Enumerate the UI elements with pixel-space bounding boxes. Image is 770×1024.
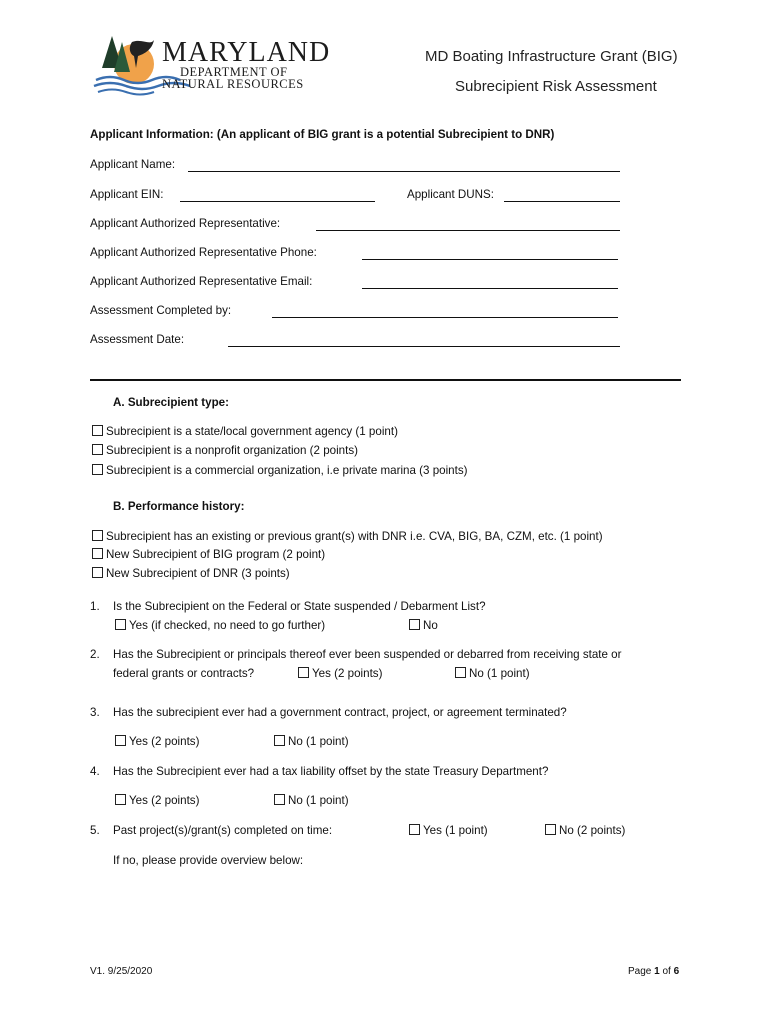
yes-option[interactable]: Yes (1 point) (409, 824, 488, 837)
document-subtitle: Subrecipient Risk Assessment (455, 78, 657, 95)
section-a-option[interactable]: Subrecipient is a state/local government agency (1 point) (92, 425, 398, 438)
applicant-name-label: Applicant Name: (90, 158, 176, 171)
question-text: Has the Subrecipient ever had a tax liability offset by the state Treasury Department? (113, 765, 549, 778)
question-text-cont: federal grants or contracts? (113, 667, 255, 680)
checkbox[interactable] (409, 824, 420, 835)
checkbox[interactable] (274, 794, 285, 805)
applicant-ein-field[interactable] (180, 201, 375, 202)
document-title: MD Boating Infrastructure Grant (BIG) (425, 48, 678, 65)
section-b-option[interactable]: New Subrecipient of BIG program (2 point) (92, 548, 325, 561)
section-a-option[interactable]: Subrecipient is a nonprofit organization (2 points) (92, 444, 358, 457)
logo-title: MARYLAND (162, 37, 331, 68)
checkbox[interactable] (115, 735, 126, 746)
page-number: Page 1 of 6 (628, 966, 680, 977)
no-option[interactable]: No (1 point) (274, 735, 349, 748)
no-option[interactable]: No (1 point) (455, 667, 530, 680)
checkbox[interactable] (115, 619, 126, 630)
checkbox[interactable] (92, 567, 103, 578)
section-divider (90, 379, 681, 381)
section-b-option[interactable]: Subrecipient has an existing or previous grant(s) with DNR i.e. CVA, BIG, BA, CZM, etc. (1 point) (92, 530, 603, 543)
followup-prompt: If no, please provide overview below: (113, 854, 304, 867)
checkbox[interactable] (298, 667, 309, 678)
yes-option[interactable]: Yes (2 points) (298, 667, 382, 680)
assessment-date-field[interactable] (228, 346, 620, 347)
checkbox[interactable] (92, 530, 103, 541)
applicant-ein-label: Applicant EIN: (90, 188, 164, 201)
section-a-heading: A. Subrecipient type: (113, 396, 229, 409)
applicant-duns-label: Applicant DUNS: (407, 188, 494, 201)
applicant-duns-field[interactable] (504, 201, 620, 202)
version-label: V1. 9/25/2020 (90, 966, 153, 977)
assessment-date-label: Assessment Date: (90, 333, 185, 346)
question-text: Has the Subrecipient or principals thereof ever been suspended or debarred from receiving state or (113, 648, 622, 661)
yes-option[interactable]: Yes (2 points) (115, 794, 199, 807)
checkbox[interactable] (545, 824, 556, 835)
completed-by-field[interactable] (272, 317, 618, 318)
question-text: Is the Subrecipient on the Federal or State suspended / Debarment List? (113, 600, 486, 613)
question-text: Past project(s)/grant(s) completed on time: (113, 824, 333, 837)
section-b-heading: B. Performance history: (113, 500, 245, 513)
checkbox[interactable] (115, 794, 126, 805)
checkbox[interactable] (409, 619, 420, 630)
rep-email-field[interactable] (362, 288, 618, 289)
question-number: 3. (90, 706, 100, 719)
checkbox[interactable] (274, 735, 285, 746)
logo-subtitle-1: DEPARTMENT OF (180, 65, 288, 79)
question-number: 4. (90, 765, 100, 778)
completed-by-label: Assessment Completed by: (90, 304, 232, 317)
yes-option[interactable]: Yes (2 points) (115, 735, 199, 748)
rep-phone-field[interactable] (362, 259, 618, 260)
no-option[interactable]: No (409, 619, 438, 632)
no-option[interactable]: No (1 point) (274, 794, 349, 807)
question-number: 1. (90, 600, 100, 613)
yes-option[interactable]: Yes (if checked, no need to go further) (115, 619, 325, 632)
question-number: 2. (90, 648, 100, 661)
no-option[interactable]: No (2 points) (545, 824, 625, 837)
rep-field[interactable] (316, 230, 620, 231)
applicant-name-field[interactable] (188, 171, 620, 172)
rep-email-label: Applicant Authorized Representative Email: (90, 275, 313, 288)
rep-label: Applicant Authorized Representative: (90, 217, 281, 230)
checkbox[interactable] (92, 548, 103, 559)
logo-subtitle-2: NATURAL RESOURCES (162, 77, 304, 91)
section-a-option[interactable]: Subrecipient is a commercial organization, i.e private marina (3 points) (92, 464, 468, 477)
checkbox[interactable] (92, 444, 103, 455)
checkbox[interactable] (92, 425, 103, 436)
question-number: 5. (90, 824, 100, 837)
checkbox[interactable] (455, 667, 466, 678)
applicant-heading: Applicant Information: (An applicant of BIG grant is a potential Subrecipient to DNR) (90, 128, 555, 141)
checkbox[interactable] (92, 464, 103, 475)
question-text: Has the subrecipient ever had a government contract, project, or agreement terminated? (113, 706, 567, 719)
section-b-option[interactable]: New Subrecipient of DNR (3 points) (92, 567, 290, 580)
rep-phone-label: Applicant Authorized Representative Phone: (90, 246, 317, 259)
